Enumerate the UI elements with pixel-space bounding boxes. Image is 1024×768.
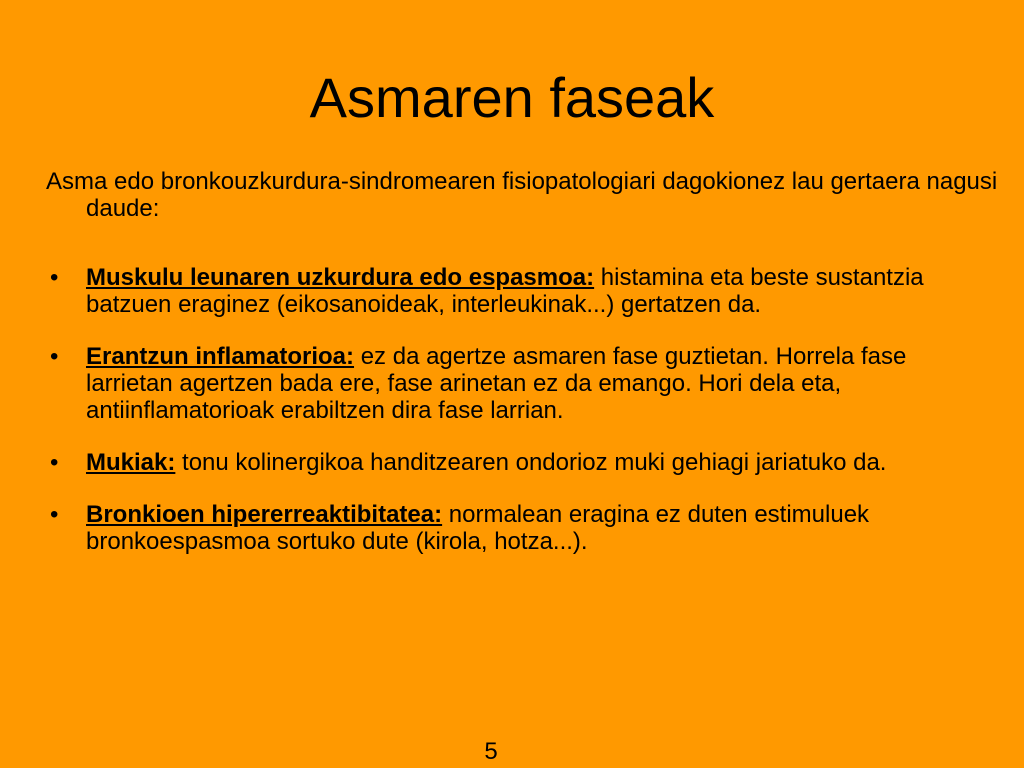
bullet-mark: • xyxy=(50,501,59,528)
bullet-list xyxy=(46,264,966,580)
bullet-term: Muskulu leunaren uzkurdura edo espasmoa: xyxy=(86,264,595,291)
bullet-item-mucus xyxy=(46,449,966,476)
bullet-term: Bronkioen hipererreaktibitatea: xyxy=(86,501,443,528)
bullet-term: Mukiak: xyxy=(86,449,176,476)
bullet-mark: • xyxy=(50,343,59,370)
bullet-text: tonu kolinergikoa handitzearen ondorioz muki gehiagi jariatuko da. xyxy=(175,449,887,476)
bullet-item-inflammatory-response xyxy=(46,343,966,424)
bullet-term: Erantzun inflamatorioa: xyxy=(86,343,355,370)
intro-paragraph: Asma edo bronkouzkurdura-sindromearen fisiopatologiari dagokionez lau gertaera nagusi daude: xyxy=(46,168,998,222)
bullet-mark: • xyxy=(50,449,59,476)
bullet-item-bronchial-hyperreactivity xyxy=(46,501,966,555)
bullet-text: histamina eta beste sustantzia batzuen eraginez (eikosanoideak, interleukinak...) gertatzen da. xyxy=(86,264,924,318)
bullet-text: ez da agertze asmaren fase guztietan. Horrela fase larrietan agertzen bada ere, fase arinetan ez da emango. Hori dela eta, antiinflamatorioak erabiltzen dira fase larrian. xyxy=(86,343,907,424)
slide-title: Asmaren faseak xyxy=(309,66,715,129)
bullet-mark: • xyxy=(50,264,59,291)
page-number: 5 xyxy=(484,738,498,765)
bullet-item-muscle-contraction xyxy=(46,264,966,318)
bullet-text: normalean eragina ez duten estimuluek bronkoespasmoa sortuko dute (kirola, hotza...). xyxy=(86,501,870,555)
